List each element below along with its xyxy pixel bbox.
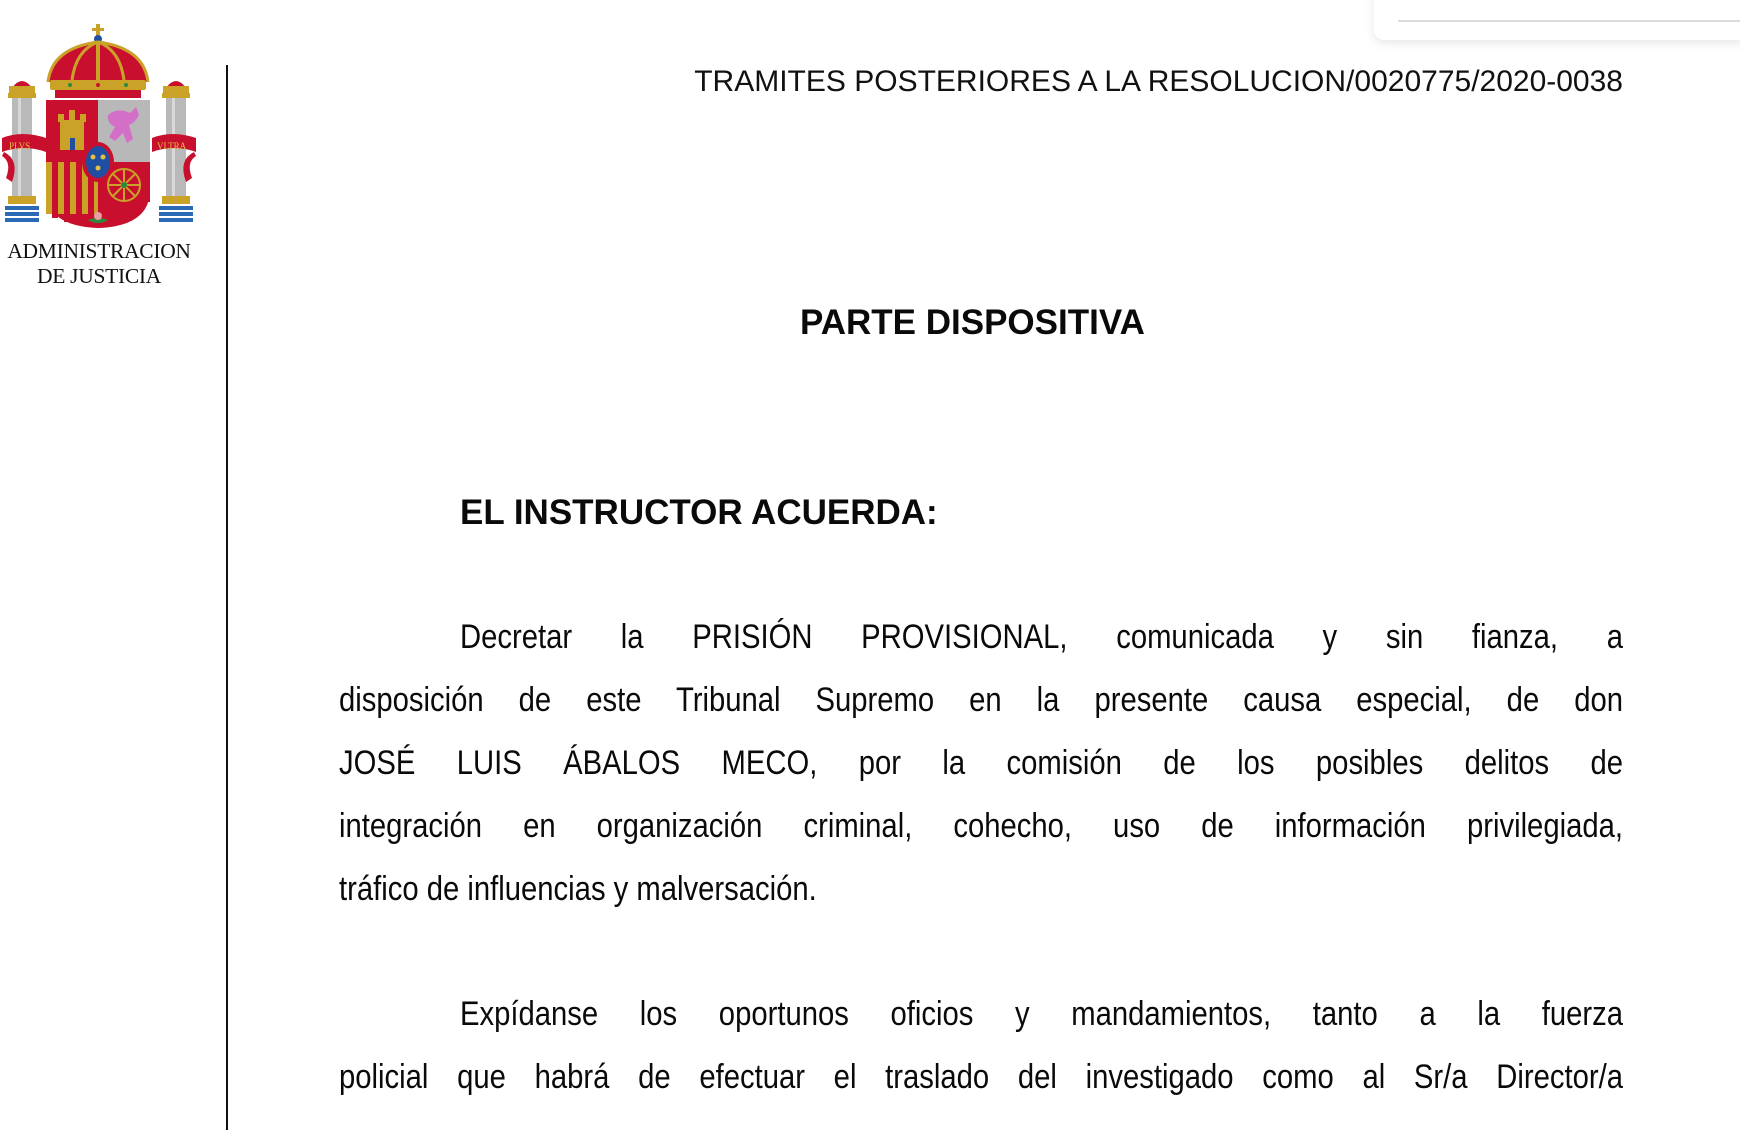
margin-divider bbox=[226, 65, 228, 1130]
right-pillar-icon bbox=[159, 81, 193, 222]
document-reference: TRAMITES POSTERIORES A LA RESOLUCION/0020775/2020-0038 bbox=[694, 65, 1623, 98]
left-pillar-icon bbox=[5, 81, 39, 222]
paragraph-line: disposición de este Tribunal Supremo en la presente causa especial, de don bbox=[339, 681, 1623, 719]
paragraph-oficios-mandamientos bbox=[339, 983, 1623, 1109]
royal-crown-icon bbox=[48, 24, 148, 98]
section-title: PARTE DISPOSITIVA bbox=[800, 303, 1145, 342]
coat-of-arms-of-spain-icon bbox=[0, 20, 200, 235]
paragraph-prision-provisional bbox=[339, 606, 1623, 921]
acuerda-heading: EL INSTRUCTOR ACUERDA: bbox=[460, 493, 938, 532]
search-input-underline[interactable] bbox=[1398, 20, 1740, 22]
logo-text-administracion: ADMINISTRACION bbox=[7, 239, 191, 263]
search-icon[interactable] bbox=[1414, 0, 1444, 6]
search-panel[interactable] bbox=[1374, 0, 1740, 40]
shield-icon bbox=[46, 100, 150, 228]
administracion-de-justicia-logo bbox=[0, 20, 200, 290]
paragraph-line: Decretar la PRISIÓN PROVISIONAL, comunicada y sin fianza, a bbox=[460, 618, 1624, 656]
paragraph-line: tráfico de influencias y malversación. bbox=[339, 870, 817, 908]
paragraph-line: Expídanse los oportunos oficios y mandamientos, tanto a la fuerza bbox=[460, 995, 1623, 1033]
paragraph-line: integración en organización criminal, cohecho, uso de información privilegiada, bbox=[339, 807, 1623, 845]
paragraph-line: policial que habrá de efectuar el traslado del investigado como al Sr/a Director/a bbox=[339, 1058, 1623, 1096]
ultra-motto: VLTRA bbox=[157, 141, 187, 151]
plus-motto: PLVS bbox=[9, 141, 31, 151]
paragraph-line: JOSÉ LUIS ÁBALOS MECO, por la comisión de los posibles delitos de bbox=[339, 744, 1624, 782]
logo-text-de-justicia: DE JUSTICIA bbox=[37, 264, 161, 288]
